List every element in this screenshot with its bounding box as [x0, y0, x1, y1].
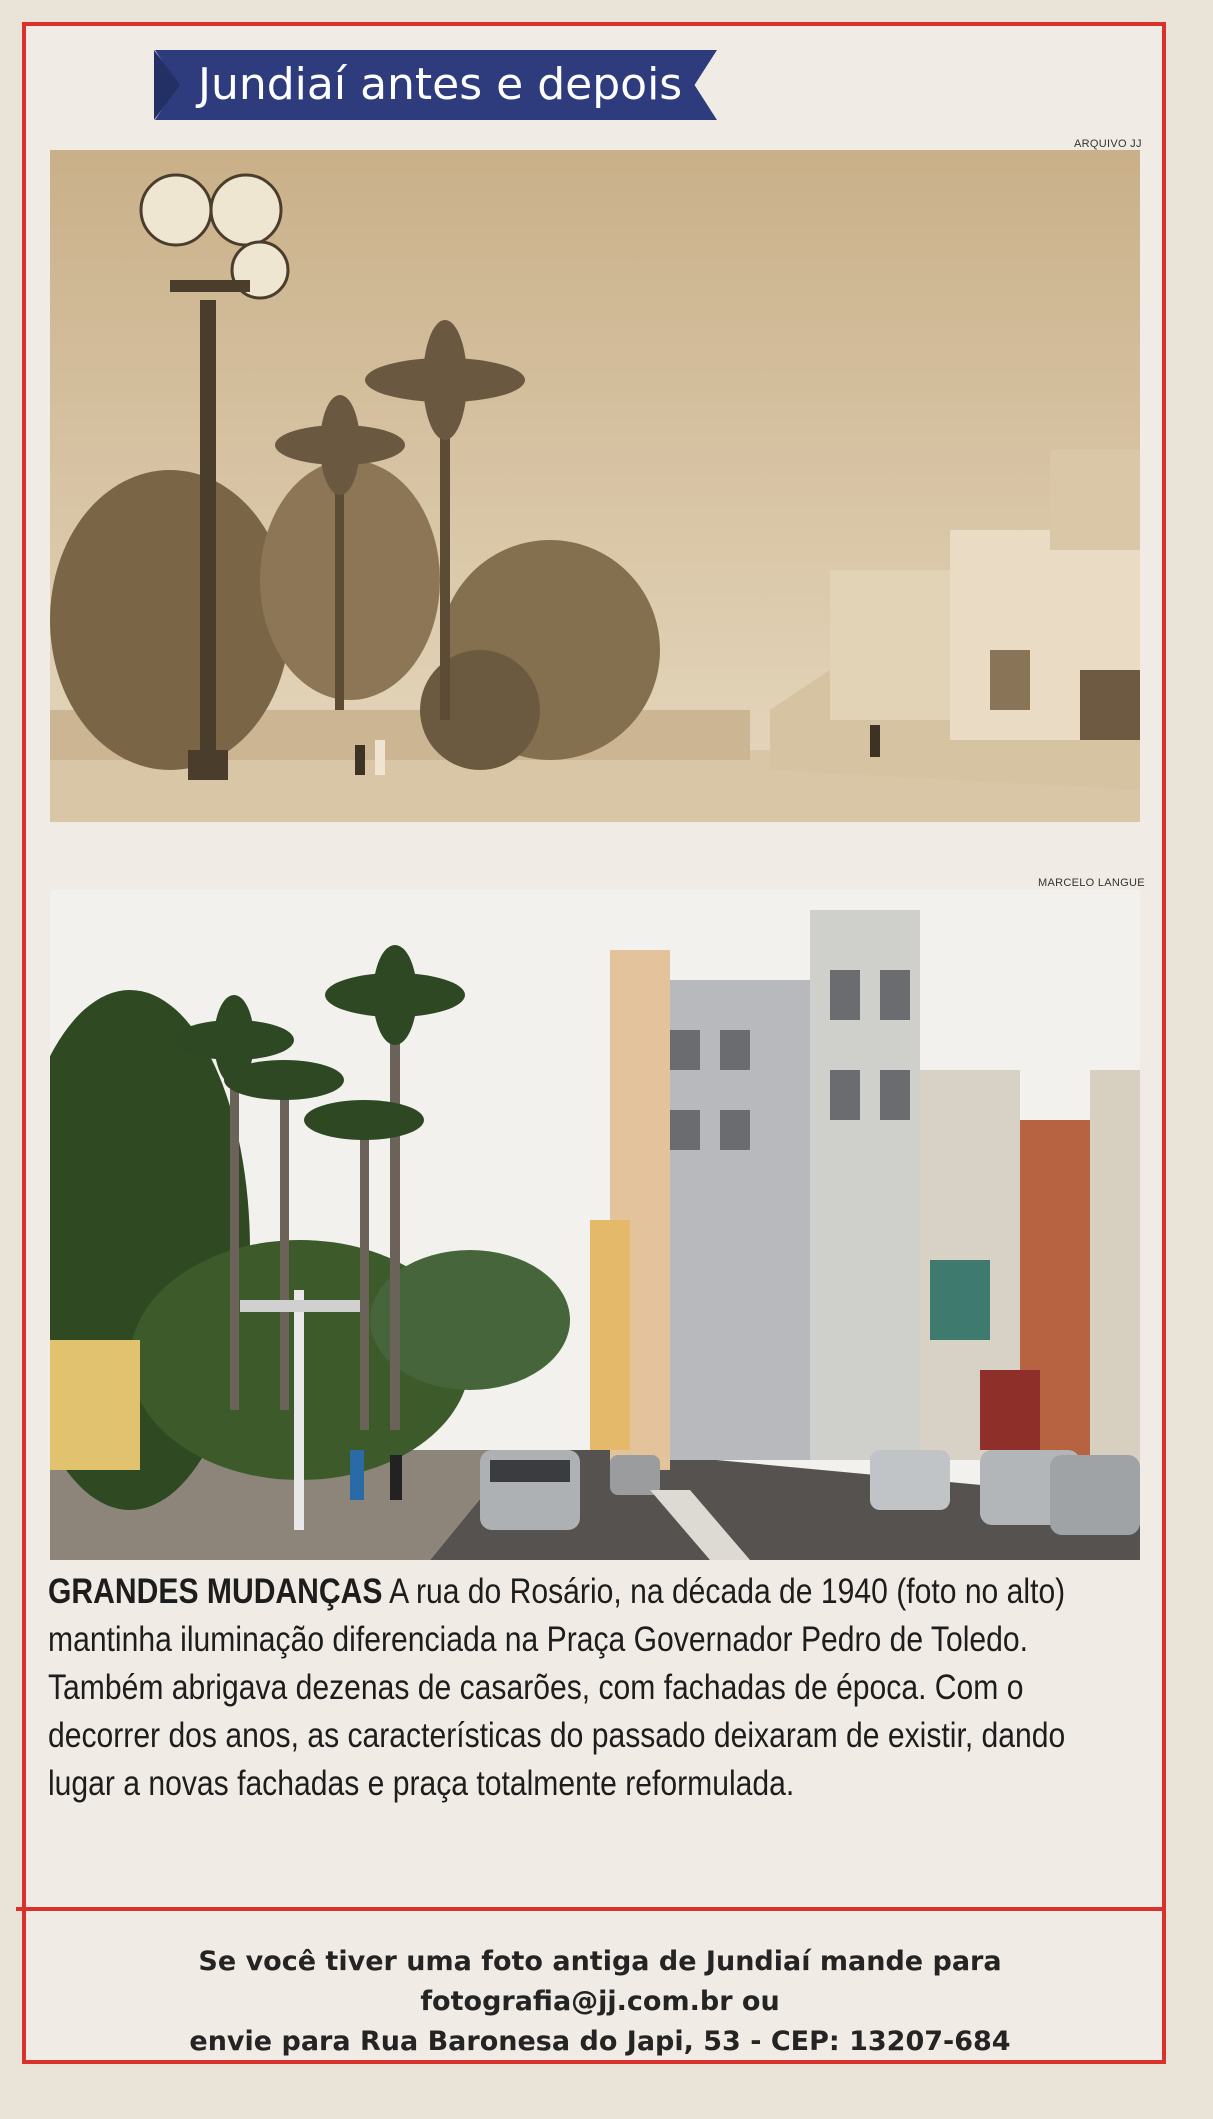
submission-note-line1: Se você tiver uma foto antiga de Jundiaí mande para fotografia@jj.com.br ou — [198, 1946, 1002, 2017]
photo-caption — [48, 1568, 1140, 1808]
caption-lead: GRANDES MUDANÇAS — [48, 1572, 383, 1611]
caption-text: A rua do Rosário, na década de 1940 (foto no alto) mantinha iluminação diferenciada na Praça Governador Pedro de Toledo. Também abrigava dezenas de casarões, com fachadas de época. Com o decorrer dos anos, as características do passado deixaram de existir, dando lugar a novas fachadas e praça totalmente reformulada. — [48, 1572, 1066, 1803]
submission-note-line2: envie para Rua Baronesa do Japi, 53 - CEP: 13207-684 — [189, 2026, 1011, 2057]
photo-credit-new: MARCELO LANGUE — [1038, 877, 1145, 889]
footer-divider — [16, 1907, 1166, 1911]
submission-note — [40, 1942, 1160, 2062]
photo-credit-old: ARQUIVO JJ — [1074, 138, 1142, 150]
old-photo-rua-do-rosario — [50, 150, 1140, 822]
new-photo-rua-do-rosario — [50, 890, 1140, 1560]
section-title: Jundiaí antes e depois — [198, 59, 683, 110]
